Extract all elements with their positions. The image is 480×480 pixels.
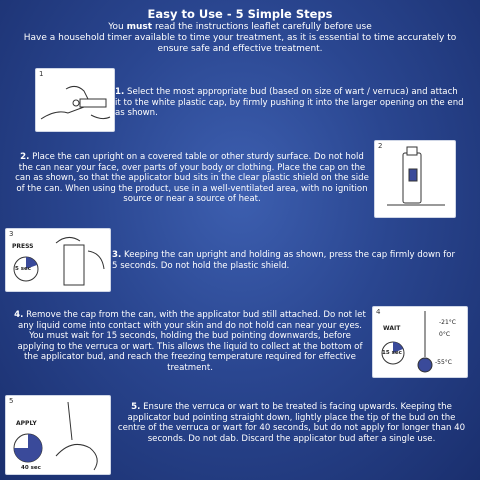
step-2-panel-number: 2 [378,142,383,150]
step-2-text [12,152,372,205]
step-1-panel-number: 1 [39,70,44,78]
step-3-body: Keeping the can upright and holding as shown, press the cap firmly down for 5 seconds. Do not hold the plastic shield. [112,250,456,271]
step-2-number: 2. [20,152,30,162]
step-5-body: Ensure the verruca or wart to be treated is facing upwards. Keeping the applicator bud pointing straight down, lightly place the tip of the bud on the centre of the verruca or wart for 40 seconds, but do not apply for longer than 40 seconds. Do not dab. Discard the applicator bud after a single use. [117,402,466,444]
intro-text [10,22,470,55]
step-4-illustration [372,306,468,378]
intro-must: must [126,22,153,32]
step-3-drawing [6,229,110,291]
step-5-time-label: 40 sec [21,465,41,471]
step-5-number: 5. [131,402,141,412]
page-title: Easy to Use - 5 Simple Steps [147,7,333,21]
step-5-drawing [6,396,110,474]
intro-pre: You [108,22,127,32]
intro-post: read the instructions leaflet carefully before use [152,22,372,32]
step-4-drawing [373,307,467,377]
step-5-apply-label: APPLY [16,420,37,427]
step-3-illustration [5,228,111,292]
step-5-illustration [5,395,111,475]
step-1-body: Select the most appropriate bud (based on size of wart / verruca) and attach it to the white plastic cap, by firmly pushing it into the larger opening on the end as shown. [115,87,464,119]
step-4-number: 4. [14,310,24,320]
step-3-panel-number: 3 [9,230,14,238]
step-3-text [112,250,462,271]
step-4-temp-1: -21°C [439,319,456,326]
step-3-press-label: PRESS [12,243,34,250]
step-1-text [115,87,465,119]
step-4-temp-3: -55°C [435,359,452,366]
step-4-body: Remove the cap from the can, with the applicator bud still attached. Do not let any liquid come into contact with your skin and do not hold can near your eyes. You must wait for 15 seconds, holding the bud pointing downwards, before applying to the verruca or wart. This allows the liquid to collect at the bottom of the applicator bud, and reach the freezing temperature required for effective treatment. [17,310,366,373]
step-4-panel-number: 4 [376,308,381,316]
step-1-drawing [36,69,114,131]
step-4-text [10,310,370,374]
step-5-text [114,402,469,444]
step-4-time-label: 15 sec [382,350,402,356]
step-3-number: 3. [112,250,122,260]
step-4-temp-2: 0°C [439,331,451,338]
step-2-body: Place the can upright on a covered table or other sturdy surface. Do not hold the can near your face, over parts of your body or clothing. Place the cap on the can as shown, so that the applicator bud sits in the clear plastic shield on the side of the can. When using the product, use in a well-ventilated area, with no ignition source or near a source of heat. [15,152,369,205]
step-1-number: 1. [115,87,125,97]
step-2-drawing [375,141,455,217]
step-2-illustration [374,140,456,218]
step-1-illustration [35,68,115,132]
step-5-panel-number: 5 [9,397,14,405]
step-3-time-label: 5 sec [15,266,32,272]
intro-line2: Have a household timer available to time your treatment, as it is essential to time accurately to ensure safe and effective treatment. [23,33,457,54]
step-4-wait-label: WAIT [383,325,401,332]
